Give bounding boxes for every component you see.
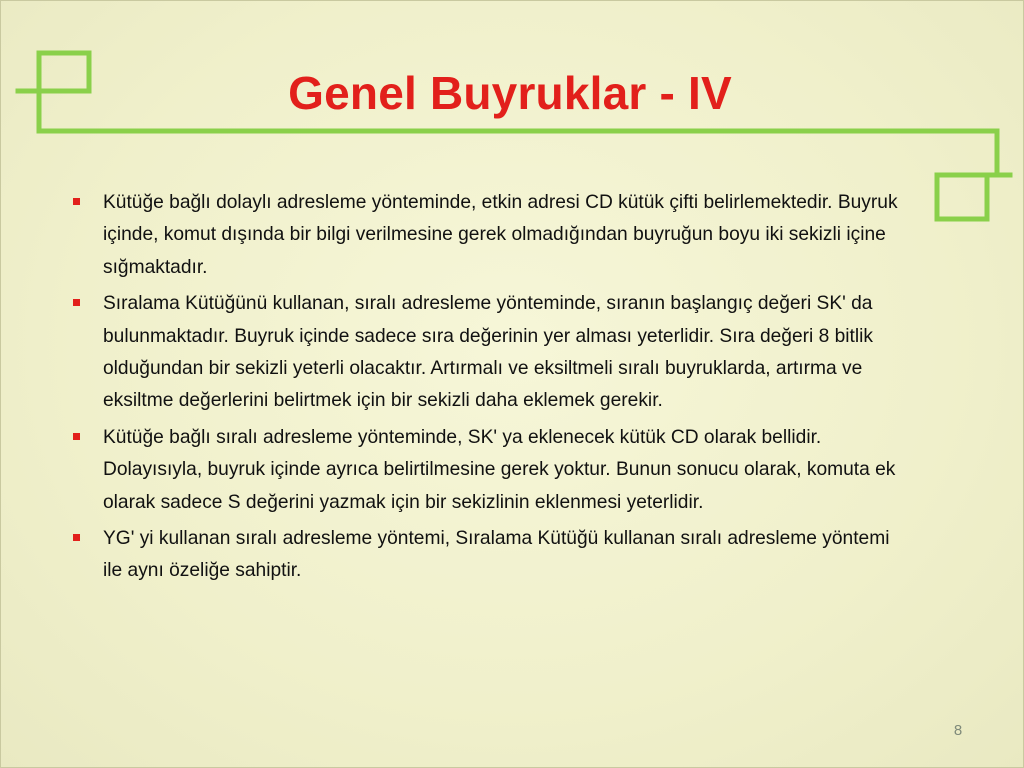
red-square-bullet-icon (73, 198, 80, 205)
frame-square-top-left (39, 53, 89, 91)
red-square-bullet-icon (73, 534, 80, 541)
bullet-item (70, 187, 910, 284)
frame-square-bottom-right (937, 175, 987, 219)
bullet-list (70, 187, 910, 592)
red-square-bullet-icon (73, 433, 80, 440)
bullet-item (70, 523, 910, 588)
bullet-text: Sıralama Kütüğünü kullanan, sıralı adresleme yönteminde, sıranın başlangıç değeri SK' da bulunmaktadır. Buyruk içinde sadece sıra değerinin yer alması yeterlidir. Sıra değeri 8 bitlik olduğundan bir sekizli yeterli olacaktır. Artırmalı ve eksiltmeli sıralı buyruklarda, artırma ve eksiltme değerlerini belirtmek için bir sekizli daha eklemek gerekir. (103, 293, 874, 412)
page-number: 8 (953, 722, 963, 739)
bullet-text: Kütüğe bağlı dolaylı adresleme yönteminde, etkin adresi CD kütük çifti belirlemektedir. Buyruk içinde, komut dışında bir bilgi verilmesine gerek olmadığından buyruğun boyu iki sekizli içine sığmaktadır. (103, 192, 898, 278)
bullet-text: Kütüğe bağlı sıralı adresleme yönteminde, SK' ya eklenecek kütük CD olarak bellidir. Dolayısıyla, buyruk içinde ayrıca belirtilmesine gerek yoktur. Bunun sonucu olarak, komuta ek olarak sadece S değerini yazmak için bir sekizlinin eklenmesi yeterlidir. (103, 426, 896, 513)
bullet-text: YG' yi kullanan sıralı adresleme yöntemi, Sıralama Kütüğü kullanan sıralı adresleme yöntemi ile aynı özeliğe sahiptir. (103, 528, 890, 582)
slide-title: Genel Buyruklar - IV (288, 67, 732, 119)
bullet-item (70, 288, 910, 418)
bullet-item (70, 422, 910, 519)
red-square-bullet-icon (73, 299, 80, 306)
